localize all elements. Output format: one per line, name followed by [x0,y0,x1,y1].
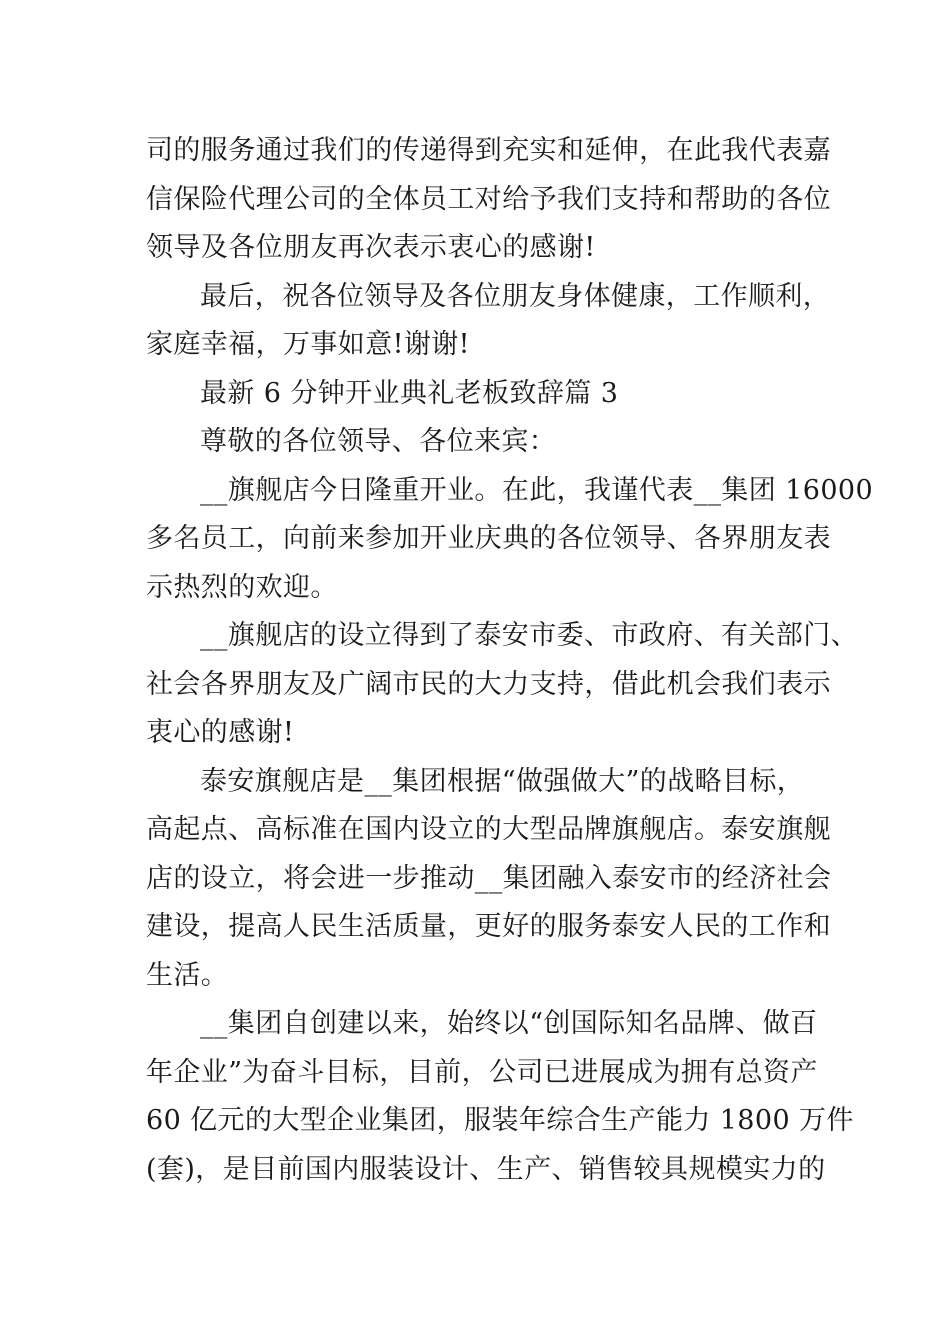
paragraph-first-line: __旗舰店今日隆重开业。在此，我谨代表__集团 16000 [200,474,874,506]
paragraph-line: 衷心的感谢! [146,717,295,748]
paragraph-line: 示热烈的欢迎。 [146,571,338,603]
paragraph-line: (套)，是目前国内服装设计、生产、销售较具规模实力的 [146,1153,826,1185]
paragraph-first-line: 最新 6 分钟开业典礼老板致辞篇 3 [200,377,619,409]
paragraph-line: 年企业”为奋斗目标，目前，公司已进展成为拥有总资产 [146,1056,818,1088]
paragraph-first-line: 最后，祝各位领导及各位朋友身体健康，工作顺利， [200,280,831,312]
paragraph-line: 生活。 [146,959,229,991]
paragraph-line: 司的服务通过我们的传递得到充实和延伸，在此我代表嘉 [146,135,831,166]
paragraph-line: 家庭幸福，万事如意!谢谢! [146,329,470,360]
document-body [146,127,874,1194]
paragraph-line: 店的设立，将会进一步推动__集团融入泰安市的经济社会 [146,862,832,894]
paragraph-line: 领导及各位朋友再次表示衷心的感谢! [146,232,596,263]
paragraph-first-line: __集团自创建以来，始终以“创国际知名品牌、做百 [200,1008,818,1039]
paragraph-line: 高起点、高标准在国内设立的大型品牌旗舰店。泰安旗舰 [146,814,831,845]
paragraph-first-line: 尊敬的各位领导、各位来宾： [200,426,557,457]
paragraph-first-line: __旗舰店的设立得到了泰安市委、市政府、有关部门、 [200,620,858,651]
paragraph-line: 60 亿元的大型企业集团，服装年综合生产能力 1800 万件 [146,1105,854,1136]
paragraph-line: 信保险代理公司的全体员工对给予我们支持和帮助的各位 [146,183,831,215]
paragraph-line: 社会各界朋友及广阔市民的大力支持，借此机会我们表示 [146,668,831,700]
paragraph-line: 建设，提高人民生活质量，更好的服务泰安人民的工作和 [146,911,831,942]
paragraph-first-line: 泰安旗舰店是__集团根据“做强做大”的战略目标， [200,765,805,797]
paragraph-line: 多名员工，向前来参加开业庆典的各位领导、各界朋友表 [146,523,831,554]
